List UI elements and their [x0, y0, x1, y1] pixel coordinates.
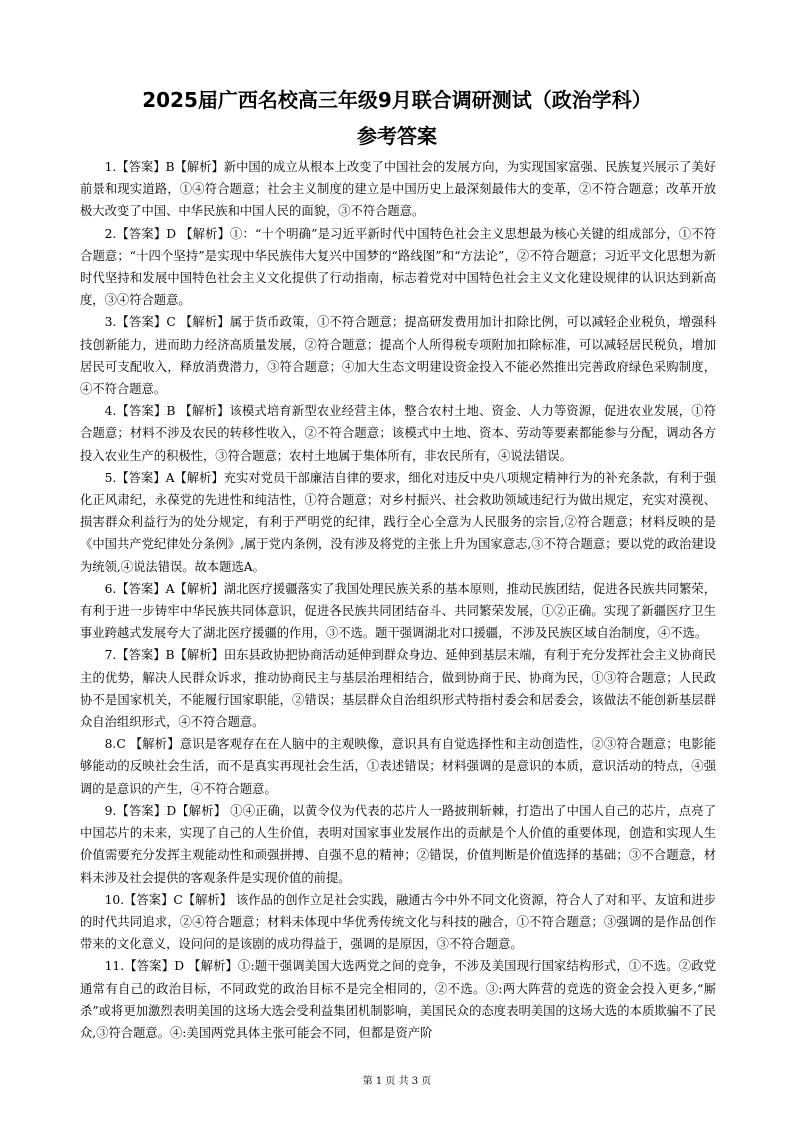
answer-item-1: 1.【答案】B【解析】新中国的成立从根本上改变了中国社会的发展方向，为实现国家富强、民族复兴展示了美好前景和现实道路，①④符合题意；社会主义制度的建立是中国历史上最深刻最伟大的变革，②不符合题意；改革开放极大改变了中国、中华民族和中国人民的面貌，③不符合题意。	[80, 160, 716, 219]
document-subtitle: 参考答案	[357, 124, 437, 148]
answer-item-6: 6.【答案】A【解析】湖北医疗援疆落实了我国处理民族关系的基本原则，推动民族团结，促进各民族共同繁荣，有利于进一步铸牢中华民族共同体意识，促进各民族共同团结奋斗、共同繁荣发展，①②正确。实现了新疆医疗卫生事业跨越式发展夸大了湖北医疗援疆的作用，③不选。题干强调湖北对口援疆，不涉及民族区域自治制度，④不选。	[80, 581, 716, 641]
document-title: 2025届广西名校高三年级9月联合调研测试（政治学科）	[142, 88, 652, 112]
answer-item-4: 4.【答案】B 【解析】该模式培育新型农业经营主体，整合农村土地、资金、人力等资源，促进农业发展，①符合题意；材料不涉及农民的转移性收入，②不符合题意；该模式中土地、资本、劳动等要素都能参与分配，调动各方投入农业生产的积极性，③符合题意；农村土地属于集体所有，非农民所有，④说法错误。	[80, 404, 716, 463]
page-footer: 第 1 页 共 3 页	[362, 1076, 432, 1087]
answer-item-3: 3.【答案】C 【解析】属于货币政策，①不符合题意；提高研发费用加计扣除比例，可以减轻企业税负，增强科技创新能力，进而助力经济高质量发展，②符合题意；提高个人所得税专项附加扣除标准，可以减轻居民税负，增加居民可支配收入，释放消费潜力，③符合题意；④加大生态文明建设资金投入不能必然推出完善政府绿色采购制度，④不符合题意。	[80, 315, 716, 397]
answer-item-7: 7.【答案】B【解析】田东县政协把协商活动延伸到群众身边、延伸到基层末端，有利于充分发挥社会主义协商民主的优势，解决人民群众诉求，推动协商民主与基层治理相结合，做到协商于民、协商为民，①③符合题意；人民政协不是国家机关，不能履行国家职能，②错误；基层群众自治组织形式特指村委会和居委会，该做法不能创新基层群众自治组织形式，④不符合题意。	[80, 648, 716, 730]
answer-item-5: 5.【答案】A【解析】充实对党员干部廉洁自律的要求，细化对违反中央八项规定精神行为的补充条款，有利于强化正风肃纪，永葆党的先进性和纯洁性，①符合题意；对乡村振兴、社会救助领域违纪行为做出规定，充实对漠视、损害群众利益行为的处分规定，有利于严明党的纪律，践行全心全意为人民服务的宗旨,②符合题意；材料反映的是《中国共产党纪律处分条例》,属于党内条例，没有涉及将党的主张上升为国家意志,③不符合题意；要以党的政治建设为统领,④说法错误。故本题选A。	[80, 470, 716, 574]
answer-list	[80, 156, 716, 1044]
answer-item-10: 10.【答案】C【解析】 该作品的创作立足社会实践，融通古今中外不同文化资源，符合人了对和平、友谊和进步的时代共同追求，②④符合题意；材料未体现中华优秀传统文化与科技的融合，①不符合题意；③强调的是作品创作带来的文化意义，设问问的是该剧的成功得益于，强调的是原因，③不符合题意。	[80, 892, 716, 952]
answer-item-8: 8.C 【解析】意识是客观存在在人脑中的主观映像，意识具有自觉选择性和主动创造性，②③符合题意；电影能够能动的反映社会生活，而不是真实再现社会生活，①表述错误；材料强调的是意识的本质，意识活动的特点，④强调的是意识的产生，④不符合题意。	[80, 737, 716, 796]
answer-item-11: 11.【答案】D 【解析】①:题干强调美国大选两党之间的竞争，不涉及美国现行国家结构形式，①不选。②政党通常有自己的政治目标，不同政党的政治目标不是完全相同的，②不选。③:两大阵营的竞选的资金会投入更多,“厮杀”或将更加激烈表明美国的这场大选会受利益集团机制影响，美国民众的态度表明美国的这场大选的本质欺骗不了民众,③符合题意。④:美国两党具体主张可能会不同，但都是资产阶	[80, 959, 716, 1040]
answer-item-2: 2.【答案】D 【解析】①：“十个明确”是习近平新时代中国特色社会主义思想最为核心关键的组成部分，①不符合题意；“十四个坚持”是实现中华民族伟大复兴中国梦的“路线图”和“方法论”，②不符合题意；习近平文化思想为新时代坚持和发展中国特色社会主义文化提供了行动指南，标志着党对中国特色社会主义文化建设规律的认识达到新高度，③④符合题意。	[80, 226, 716, 308]
answer-item-9: 9.【答案】D【解析】 ①④正确，以黄令仪为代表的芯片人一路披荆斩棘，打造出了中国人自己的芯片，点亮了中国芯片的未来，实现了自己的人生价值，表明对国家事业发展作出的贡献是个人价值的重要体现，创造和实现人生价值需要充分发挥主观能动性和顽强拼搏、自强不息的精神；②错误，价值判断是价值选择的基础；③不合题意，材料未涉及社会提供的客观条件是实现价值的前提。	[80, 803, 716, 885]
